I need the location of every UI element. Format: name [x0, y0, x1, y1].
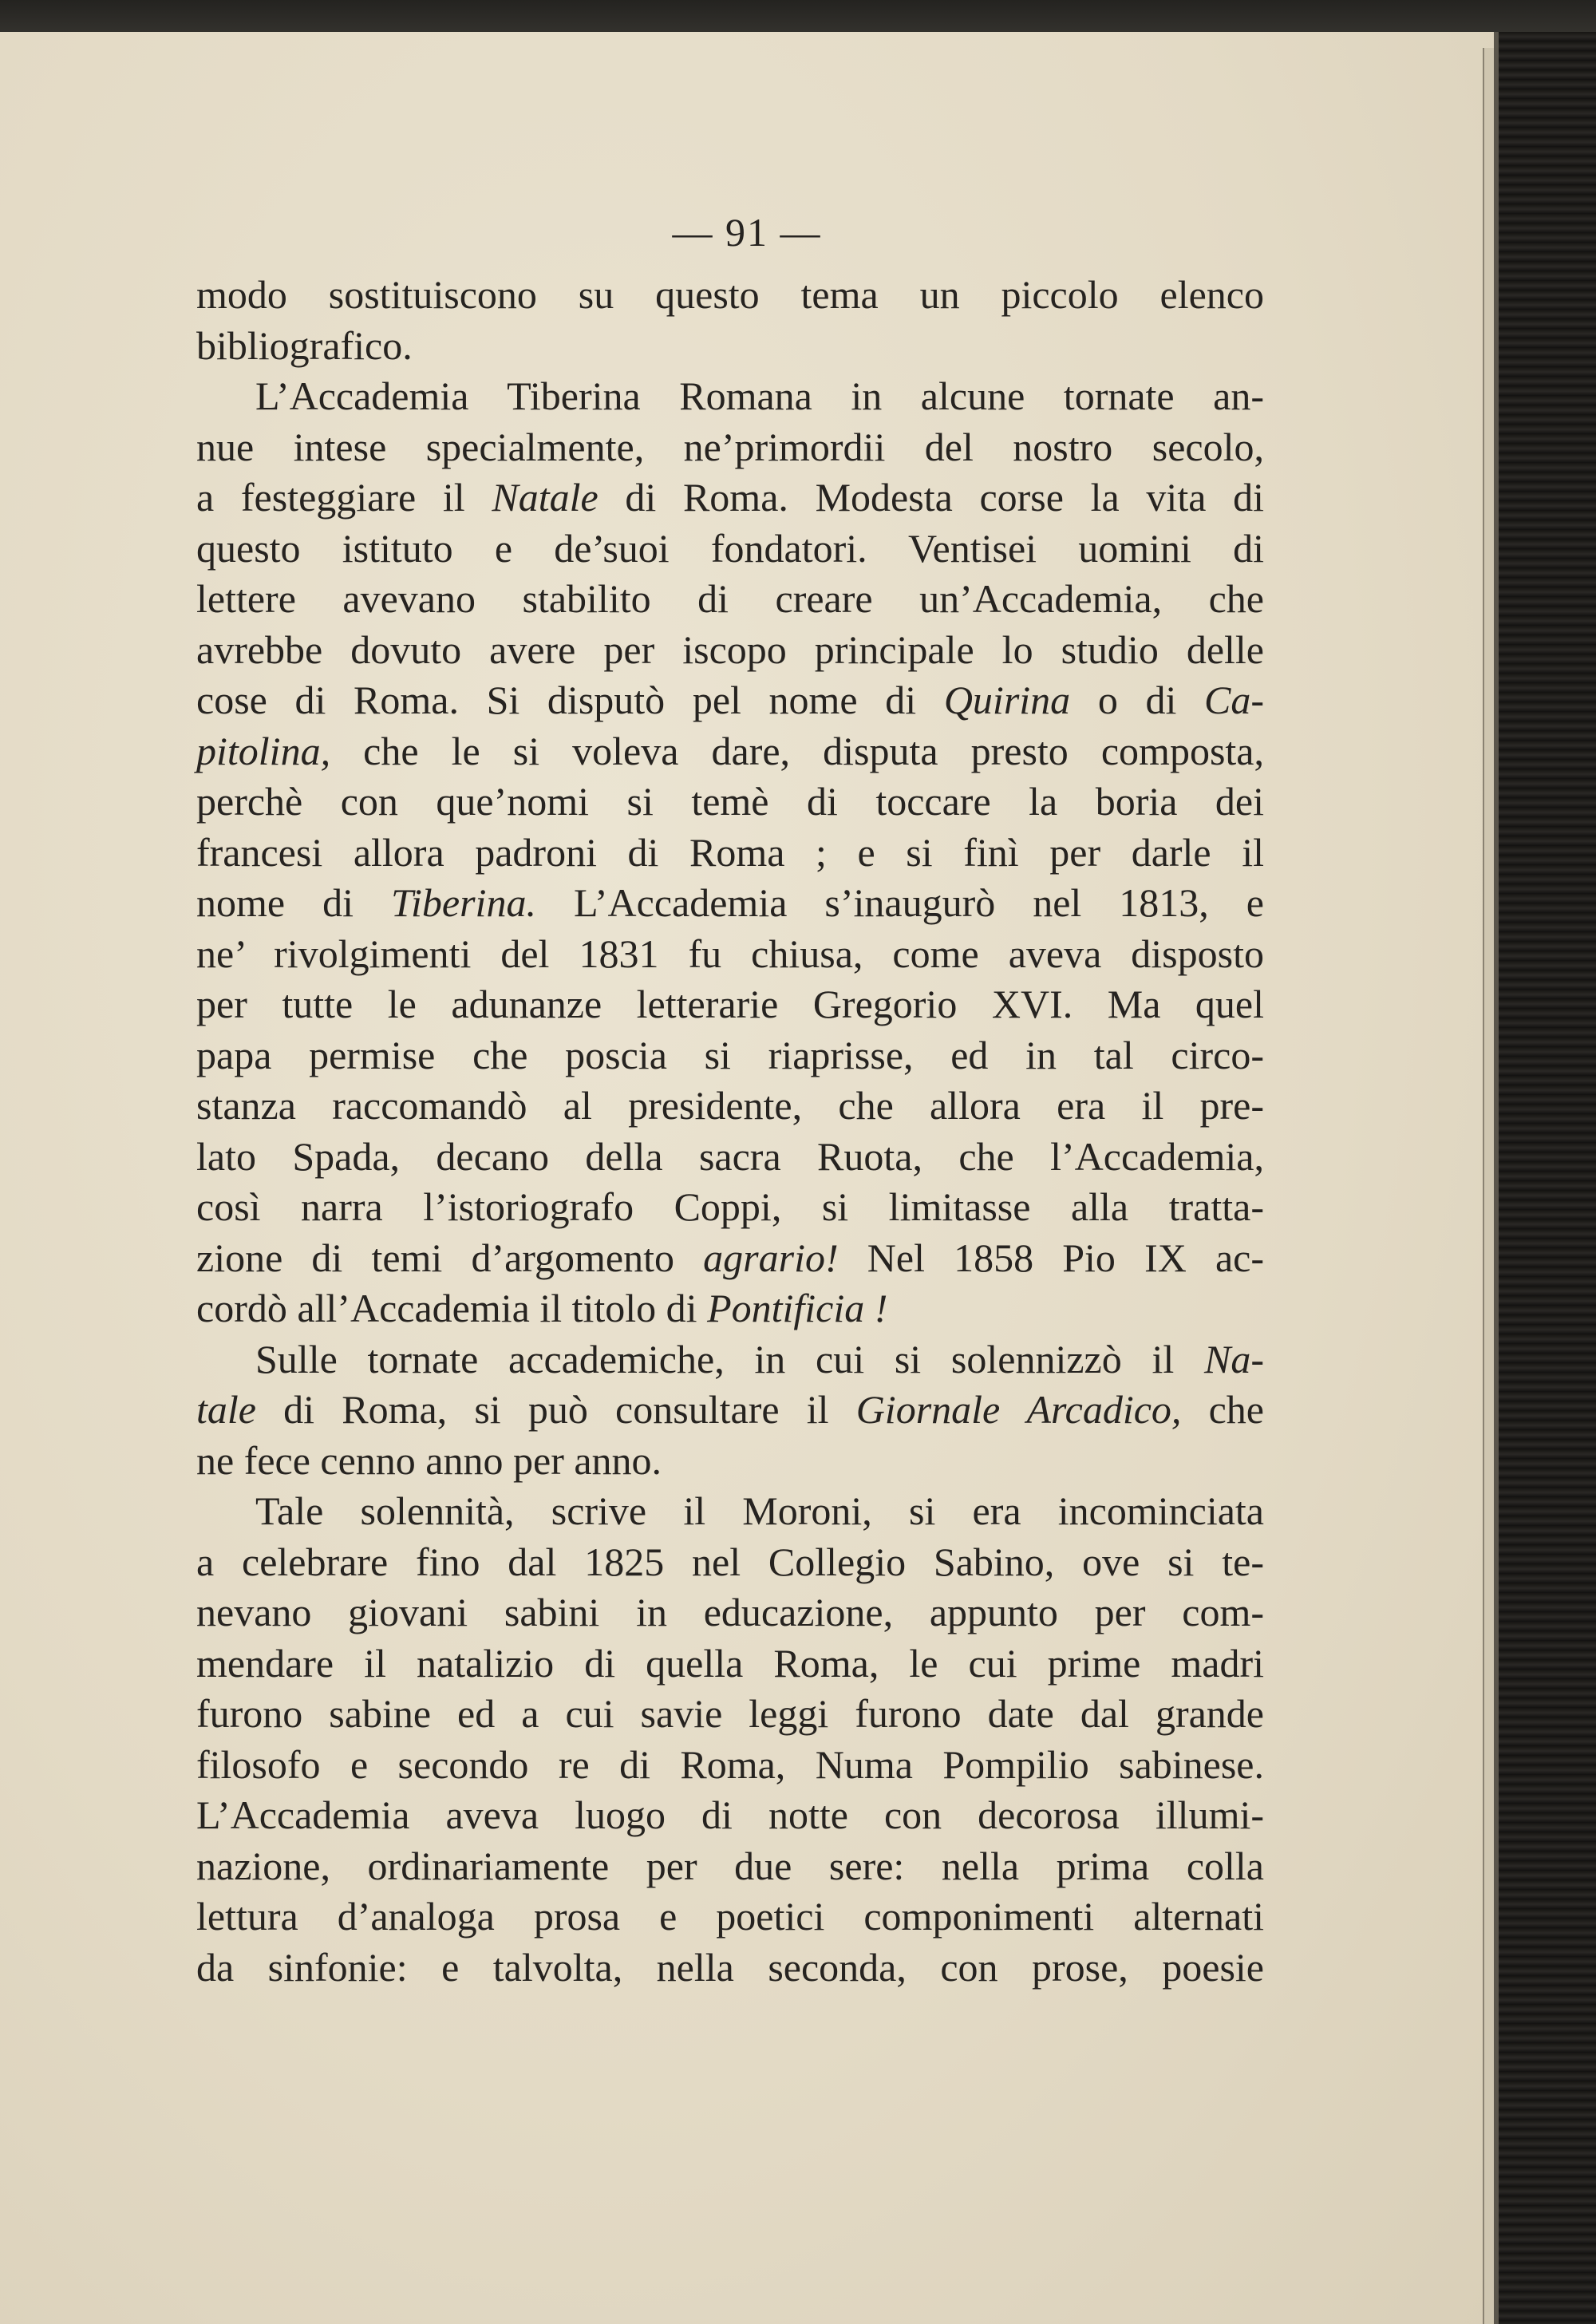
text-run: per tutte le adunanze letterarie Gregorio XVI. Ma quel [196, 982, 1264, 1026]
text-line [196, 1790, 1264, 1841]
text-run: a festeggiare il [196, 475, 492, 520]
text-line [196, 675, 1264, 726]
italic-text: agrario! [703, 1235, 839, 1280]
text-line [196, 1587, 1264, 1638]
text-run: perchè con que’nomi si temè di toccare la boria dei [196, 779, 1264, 824]
text-line [196, 270, 1264, 321]
text-run: cose di Roma. Si disputò pel nome di [196, 678, 944, 722]
text-line [196, 1283, 1264, 1334]
text-line [196, 422, 1264, 473]
text-run: L’Accademia s’inaugurò nel 1813, e [535, 880, 1264, 925]
text-run: così narra l’istoriografo Coppi, si limitasse alla tratta- [196, 1184, 1264, 1229]
text-line [196, 524, 1264, 575]
spine-edge [1494, 32, 1499, 2324]
italic-text: Ca- [1204, 678, 1264, 722]
text-line [196, 371, 1264, 422]
text-line [196, 1436, 1264, 1487]
text-line [196, 929, 1264, 980]
text-line [196, 1081, 1264, 1132]
text-run: furono sabine ed a cui savie leggi furono date dal grande [196, 1691, 1264, 1736]
italic-text: Tiberina. [390, 880, 536, 925]
text-run: avrebbe dovuto avere per iscopo principale lo studio delle [196, 626, 1264, 672]
text-line [196, 625, 1264, 676]
text-run: o di [1070, 678, 1204, 722]
text-line [196, 1891, 1264, 1943]
text-line [196, 1385, 1264, 1436]
text-run: lato Spada, decano della sacra Ruota, che l’Accademia, [196, 1133, 1264, 1179]
italic-text: Giornale Arcadico, [855, 1387, 1182, 1432]
text-line [196, 878, 1264, 929]
text-run: stanza raccomandò al presidente, che allora era il pre- [196, 1083, 1264, 1128]
page-number: — 91 — [672, 210, 822, 255]
italic-text: pitolina, [196, 728, 331, 773]
text-line [196, 1689, 1264, 1740]
text-run: che le si voleva dare, disputa presto composta, [330, 728, 1264, 773]
text-run: papa permise che poscia si riaprisse, ed in tal circo- [196, 1032, 1264, 1077]
text-line [196, 1943, 1264, 1994]
text-run: di Roma. Modesta corse la vita di [598, 475, 1264, 520]
italic-text: tale [196, 1387, 256, 1432]
text-line [196, 1486, 1264, 1537]
text-run: di Roma, si può consultare il [255, 1387, 856, 1432]
text-line [196, 1132, 1264, 1183]
text-line [196, 1841, 1264, 1892]
text-line [196, 979, 1264, 1030]
text-run: mendare il natalizio di quella Roma, le cui prime madri [196, 1640, 1264, 1686]
text-run: nazione, ordinariamente per due sere: nella prima colla [196, 1843, 1264, 1888]
italic-text: Quirina [943, 678, 1071, 722]
text-line [196, 1537, 1264, 1588]
text-line [196, 1030, 1264, 1081]
text-run: modo sostituiscono su questo tema un piccolo elenco [196, 272, 1264, 317]
text-run: bibliografico. [196, 322, 413, 368]
text-line [196, 1334, 1264, 1385]
text-line [196, 726, 1264, 777]
text-line [196, 472, 1264, 524]
text-run: lettura d’analoga prosa e poetici componimenti alternati [196, 1894, 1264, 1939]
text-run: che [1181, 1387, 1265, 1432]
italic-text: Pontificia ! [707, 1286, 888, 1330]
text-line [196, 574, 1264, 625]
text-run: filosofo e secondo re di Roma, Numa Pompilio sabinese. [196, 1741, 1264, 1787]
text-run: L’Accademia aveva luogo di notte con decorosa illumi- [196, 1792, 1264, 1837]
text-run: ne fece cenno anno per anno. [196, 1437, 662, 1483]
text-run: lettere avevano stabilito di creare un’Accademia, che [196, 576, 1264, 621]
text-run: ne’ rivolgimenti del 1831 fu chiusa, come aveva disposto [196, 931, 1264, 976]
body-text [196, 270, 1264, 1993]
text-run: L’Accademia Tiberina Romana in alcune tornate an- [255, 374, 1264, 418]
text-line [196, 1233, 1264, 1284]
italic-text: Na- [1204, 1336, 1264, 1381]
text-line [196, 321, 1264, 372]
book-spine [1494, 32, 1596, 2324]
text-run: nome di [196, 880, 391, 925]
text-run: francesi allora padroni di Roma ; e si finì per darle il [196, 829, 1264, 875]
text-run: cordò all’Accademia il titolo di [196, 1286, 708, 1330]
text-run: a celebrare fino dal 1825 nel Collegio Sabino, ove si te- [196, 1539, 1264, 1584]
text-run: da sinfonie: e talvolta, nella seconda, con prose, poesie [196, 1944, 1264, 1990]
text-run: nue intese specialmente, ne’primordii del nostro secolo, [196, 424, 1264, 469]
text-line [196, 777, 1264, 828]
italic-text: Natale [492, 475, 598, 520]
text-run: zione di temi d’argomento [196, 1235, 704, 1280]
text-line [196, 1638, 1264, 1690]
text-run: Tale solennità, scrive il Moroni, si era incominciata [255, 1488, 1264, 1533]
text-line [196, 1182, 1264, 1233]
text-line [196, 1740, 1264, 1791]
text-run: questo istituto e de’suoi fondatori. Ventisei uomini di [196, 525, 1264, 571]
text-run: Nel 1858 Pio IX ac- [838, 1235, 1264, 1280]
text-run: Sulle tornate accademiche, in cui si solennizzò il [255, 1336, 1204, 1381]
text-line [196, 828, 1264, 879]
text-run: nevano giovani sabini in educazione, appunto per com- [196, 1590, 1264, 1634]
